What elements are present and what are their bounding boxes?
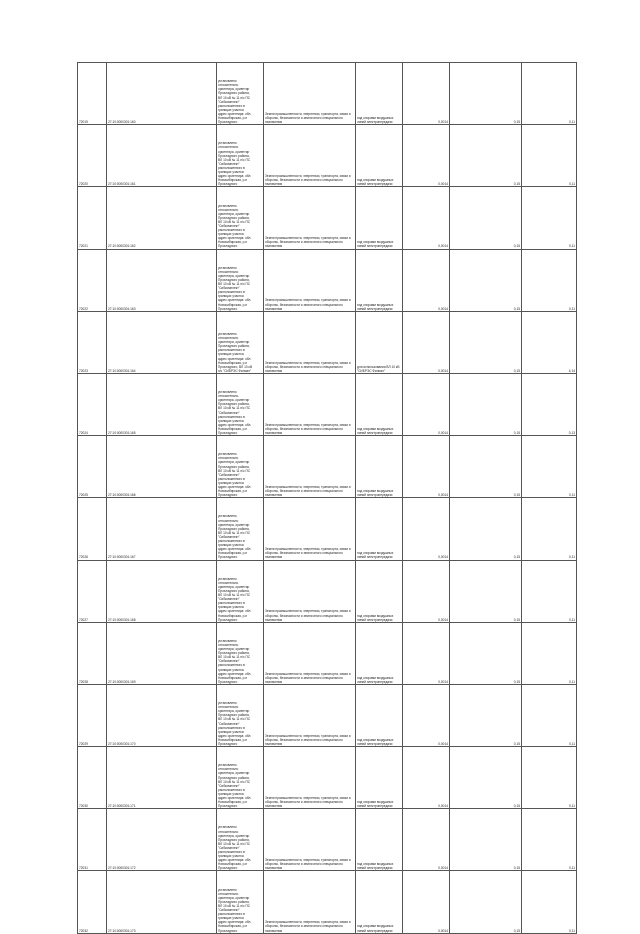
row-number-cell: 72021 — [78, 187, 107, 249]
rate-value-cell: 0,15 — [450, 187, 522, 249]
area-value-cell: 0,0014 — [403, 871, 450, 933]
area-value-cell: 0,0014 — [403, 373, 450, 435]
table-row — [78, 684, 577, 746]
land-category-cell: Земли промышленности, энергетики, транспорта, связи и обороны, безопасности и земли иного специального назначения — [264, 249, 356, 311]
rate-value-cell: 0,15 — [450, 747, 522, 809]
table-row — [78, 311, 577, 373]
land-category-cell: Земли промышленности, энергетики, транспорта, связи и обороны, безопасности и земли иного специального назначения — [264, 125, 356, 187]
location-description-cell: установлено относительно ориентира, ориентир Прохладного района, ВЛ 10 кВ № 11 п/с ПС "Сибкомплект" расположенного в границах участка адрес ориентира: обл. Новосибирская, р-н Прохладного — [217, 436, 264, 498]
rate-value-cell: 0,15 — [450, 498, 522, 560]
row-number-cell: 72029 — [78, 684, 107, 746]
total-value-cell: 0,11 — [522, 560, 577, 622]
total-value-cell: 4,14 — [522, 311, 577, 373]
permitted-use-cell: под опорами воздушных линий электропередачи — [356, 747, 403, 809]
rate-value-cell: 0,15 — [450, 63, 522, 125]
area-value-cell: 0,0014 — [403, 436, 450, 498]
total-value-cell: 0,11 — [522, 187, 577, 249]
land-category-cell: Земли промышленности, энергетики, транспорта, связи и обороны, безопасности и земли иного специального назначения — [264, 436, 356, 498]
row-number-cell: 72026 — [78, 498, 107, 560]
table-body — [78, 63, 577, 934]
land-parcel-table — [77, 62, 577, 934]
table-row — [78, 622, 577, 684]
cadastral-number-cell: 27:10:0000301:162 — [107, 187, 217, 249]
row-number-cell: 72020 — [78, 125, 107, 187]
table-row — [78, 871, 577, 933]
cadastral-number-cell: 27:10:0000301:169 — [107, 622, 217, 684]
area-value-cell: 0,0014 — [403, 249, 450, 311]
table-row — [78, 436, 577, 498]
total-value-cell: 0,13 — [522, 373, 577, 435]
permitted-use-cell: под опорами воздушных линий электропередачи — [356, 249, 403, 311]
permitted-use-cell: под опорами воздушных линий электропередачи — [356, 622, 403, 684]
total-value-cell: 0,11 — [522, 622, 577, 684]
rate-value-cell: 0,15 — [450, 436, 522, 498]
location-description-cell: установлено относительно ориентира, ориентир Прохладного района, ВЛ 10 кВ № 11 п/с ПС "Сибкомплект" расположенного в границах участка адрес ориентира: обл. Новосибирская, р-н Прохладного — [217, 63, 264, 125]
cadastral-number-cell: 27:10:0000301:167 — [107, 498, 217, 560]
area-value-cell: 0,0014 — [403, 560, 450, 622]
area-value-cell: 0,0014 — [403, 63, 450, 125]
cadastral-number-cell: 27:10:0000301:166 — [107, 436, 217, 498]
row-number-cell: 72024 — [78, 373, 107, 435]
location-description-cell: установлено относительно ориентира, ориентир Прохладного района, ВЛ 10 кВ № 11 п/с ПС "Сибкомплект" расположенного в границах участка адрес ориентира: обл. Новосибирская, р-н Прохладного — [217, 560, 264, 622]
total-value-cell: 0,11 — [522, 63, 577, 125]
location-description-cell: установлено относительно ориентира, ориентир Прохладного района, расположенного в границах участка адрес ориентира: обл. Новосибирская, р-н Прохладного, ВЛ 10 кВ п/с "СИБРЭС Филиал" — [217, 311, 264, 373]
land-category-cell: Земли промышленности, энергетики, транспорта, связи и обороны, безопасности и земли иного специального назначения — [264, 622, 356, 684]
total-value-cell: 0,11 — [522, 684, 577, 746]
cadastral-number-cell: 27:10:0000301:164 — [107, 311, 217, 373]
land-category-cell: Земли промышленности, энергетики, транспорта, связи и обороны, безопасности и земли иного специального назначения — [264, 63, 356, 125]
location-description-cell: установлено относительно ориентира, ориентир Прохладного района, ВЛ 10 кВ № 11 п/с ПС "Сибкомплект" расположенного в границах участка адрес ориентира: обл. Новосибирская, р-н Прохладного — [217, 187, 264, 249]
table-row — [78, 249, 577, 311]
permitted-use-cell: под опорами воздушных линий электропередачи — [356, 560, 403, 622]
area-value-cell: 0,0014 — [403, 622, 450, 684]
land-category-cell: Земли промышленности, энергетики, транспорта, связи и обороны, безопасности и земли иного специального назначения — [264, 498, 356, 560]
rate-value-cell: 0,15 — [450, 125, 522, 187]
cadastral-number-cell: 27:10:0000301:172 — [107, 809, 217, 871]
permitted-use-cell: под опорами воздушных линий электропередачи — [356, 63, 403, 125]
cadastral-number-cell: 27:10:0000301:163 — [107, 249, 217, 311]
area-value-cell: 0,0014 — [403, 125, 450, 187]
land-category-cell: Земли промышленности, энергетики, транспорта, связи и обороны, безопасности и земли иного специального назначения — [264, 187, 356, 249]
cadastral-number-cell: 27:10:0000301:168 — [107, 560, 217, 622]
location-description-cell: установлено относительно ориентира, ориентир Прохладного района, ВЛ 10 кВ № 11 п/с ПС "Сибкомплект" расположенного в границах участка адрес ориентира: обл. Новосибирская, р-н Прохладного — [217, 809, 264, 871]
row-number-cell: 72025 — [78, 436, 107, 498]
row-number-cell: 72031 — [78, 809, 107, 871]
cadastral-number-cell: 27:10:0000301:161 — [107, 125, 217, 187]
row-number-cell: 72027 — [78, 560, 107, 622]
table-row — [78, 373, 577, 435]
table-row — [78, 747, 577, 809]
area-value-cell: 0,0014 — [403, 684, 450, 746]
total-value-cell: 0,11 — [522, 871, 577, 933]
land-category-cell: Земли промышленности, энергетики, транспорта, связи и обороны, безопасности и земли иного специального назначения — [264, 684, 356, 746]
rate-value-cell: 0,15 — [450, 684, 522, 746]
land-category-cell: Земли промышленности, энергетики, транспорта, связи и обороны, безопасности и земли иного специального назначения — [264, 311, 356, 373]
row-number-cell: 72023 — [78, 311, 107, 373]
permitted-use-cell: под опорами воздушных линий электропередачи — [356, 809, 403, 871]
cadastral-number-cell: 27:10:0000301:165 — [107, 373, 217, 435]
rate-value-cell: 0,15 — [450, 311, 522, 373]
permitted-use-cell: для использования ВЛ 10 кВ "СИБРЭС Филиал" — [356, 311, 403, 373]
permitted-use-cell: под опорами воздушных линий электропередачи — [356, 187, 403, 249]
area-value-cell: 0,0014 — [403, 809, 450, 871]
permitted-use-cell: под опорами воздушных линий электропередачи — [356, 125, 403, 187]
location-description-cell: установлено относительно ориентира, ориентир Прохладного района, ВЛ 10 кВ № 11 п/с ПС "Сибкомплект" расположенного в границах участка адрес ориентира: обл. Новосибирская, р-н Прохладного — [217, 684, 264, 746]
row-number-cell: 72019 — [78, 63, 107, 125]
rate-value-cell: 0,15 — [450, 249, 522, 311]
rate-value-cell: 0,15 — [450, 871, 522, 933]
total-value-cell: 0,11 — [522, 747, 577, 809]
table-row — [78, 560, 577, 622]
row-number-cell: 72030 — [78, 747, 107, 809]
permitted-use-cell: под опорами воздушных линий электропередачи — [356, 871, 403, 933]
area-value-cell: 0,0014 — [403, 187, 450, 249]
table-row — [78, 63, 577, 125]
total-value-cell: 0,11 — [522, 249, 577, 311]
permitted-use-cell: под опорами воздушных линий электропередачи — [356, 373, 403, 435]
location-description-cell: установлено относительно ориентира, ориентир Прохладного района, ВЛ 10 кВ № 11 п/с ПС "Сибкомплект" расположенного в границах участка адрес ориентира: обл. Новосибирская, р-н Прохладного — [217, 249, 264, 311]
table-row — [78, 809, 577, 871]
location-description-cell: установлено относительно ориентира, ориентир Прохладного района, ВЛ 10 кВ № 11 п/с ПС "Сибкомплект" расположенного в границах участка адрес ориентира: обл. Новосибирская, р-н Прохладного — [217, 871, 264, 933]
total-value-cell: 0,11 — [522, 125, 577, 187]
location-description-cell: установлено относительно ориентира, ориентир Прохладного района, ВЛ 10 кВ № 11 п/с ПС "Сибкомплект" расположенного в границах участка адрес ориентира: обл. Новосибирская, р-н Прохладного — [217, 747, 264, 809]
location-description-cell: установлено относительно ориентира, ориентир Прохладного района, ВЛ 10 кВ № 11 п/с ПС "Сибкомплект" расположенного в границах участка адрес ориентира: обл. Новосибирская, р-н Прохладного — [217, 498, 264, 560]
land-category-cell: Земли промышленности, энергетики, транспорта, связи и обороны, безопасности и земли иного специального назначения — [264, 747, 356, 809]
land-category-cell: Земли промышленности, энергетики, транспорта, связи и обороны, безопасности и земли иного специального назначения — [264, 373, 356, 435]
area-value-cell: 0,0014 — [403, 498, 450, 560]
permitted-use-cell: под опорами воздушных линий электропередачи — [356, 498, 403, 560]
land-category-cell: Земли промышленности, энергетики, транспорта, связи и обороны, безопасности и земли иного специального назначения — [264, 560, 356, 622]
land-category-cell: Земли промышленности, энергетики, транспорта, связи и обороны, безопасности и земли иного специального назначения — [264, 871, 356, 933]
location-description-cell: установлено относительно ориентира, ориентир Прохладного района, ВЛ 10 кВ № 11 п/с ПС "Сибкомплект" расположенного в границах участка адрес ориентира: обл. Новосибирская, р-н Прохладного — [217, 622, 264, 684]
cadastral-number-cell: 27:10:0000301:170 — [107, 684, 217, 746]
location-description-cell: установлено относительно ориентира, ориентир Прохладного района, ВЛ 10 кВ № 11 п/с ПС "Сибкомплект" расположенного в границах участка адрес ориентира: обл. Новосибирская, р-н Прохладного — [217, 373, 264, 435]
area-value-cell: 0,0014 — [403, 747, 450, 809]
row-number-cell: 72028 — [78, 622, 107, 684]
row-number-cell: 72032 — [78, 871, 107, 933]
cadastral-number-cell: 27:10:0000301:171 — [107, 747, 217, 809]
rate-value-cell: 0,15 — [450, 622, 522, 684]
area-value-cell: 0,0014 — [403, 311, 450, 373]
permitted-use-cell: под опорами воздушных линий электропередачи — [356, 436, 403, 498]
location-description-cell: установлено относительно ориентира, ориентир Прохладного района, ВЛ 10 кВ № 11 п/с ПС "Сибкомплект" расположенного в границах участка адрес ориентира: обл. Новосибирская, р-н Прохладного — [217, 125, 264, 187]
row-number-cell: 72022 — [78, 249, 107, 311]
rate-value-cell: 0,15 — [450, 560, 522, 622]
table-row — [78, 125, 577, 187]
land-category-cell: Земли промышленности, энергетики, транспорта, связи и обороны, безопасности и земли иного специального назначения — [264, 809, 356, 871]
cadastral-number-cell: 27:10:0000301:173 — [107, 871, 217, 933]
total-value-cell: 0,11 — [522, 436, 577, 498]
rate-value-cell: 0,15 — [450, 809, 522, 871]
cadastral-number-cell: 27:10:0000301:160 — [107, 63, 217, 125]
rate-value-cell: 0,15 — [450, 373, 522, 435]
permitted-use-cell: под опорами воздушных линий электропередачи — [356, 684, 403, 746]
table-row — [78, 187, 577, 249]
table-row — [78, 498, 577, 560]
total-value-cell: 0,11 — [522, 809, 577, 871]
total-value-cell: 0,11 — [522, 498, 577, 560]
